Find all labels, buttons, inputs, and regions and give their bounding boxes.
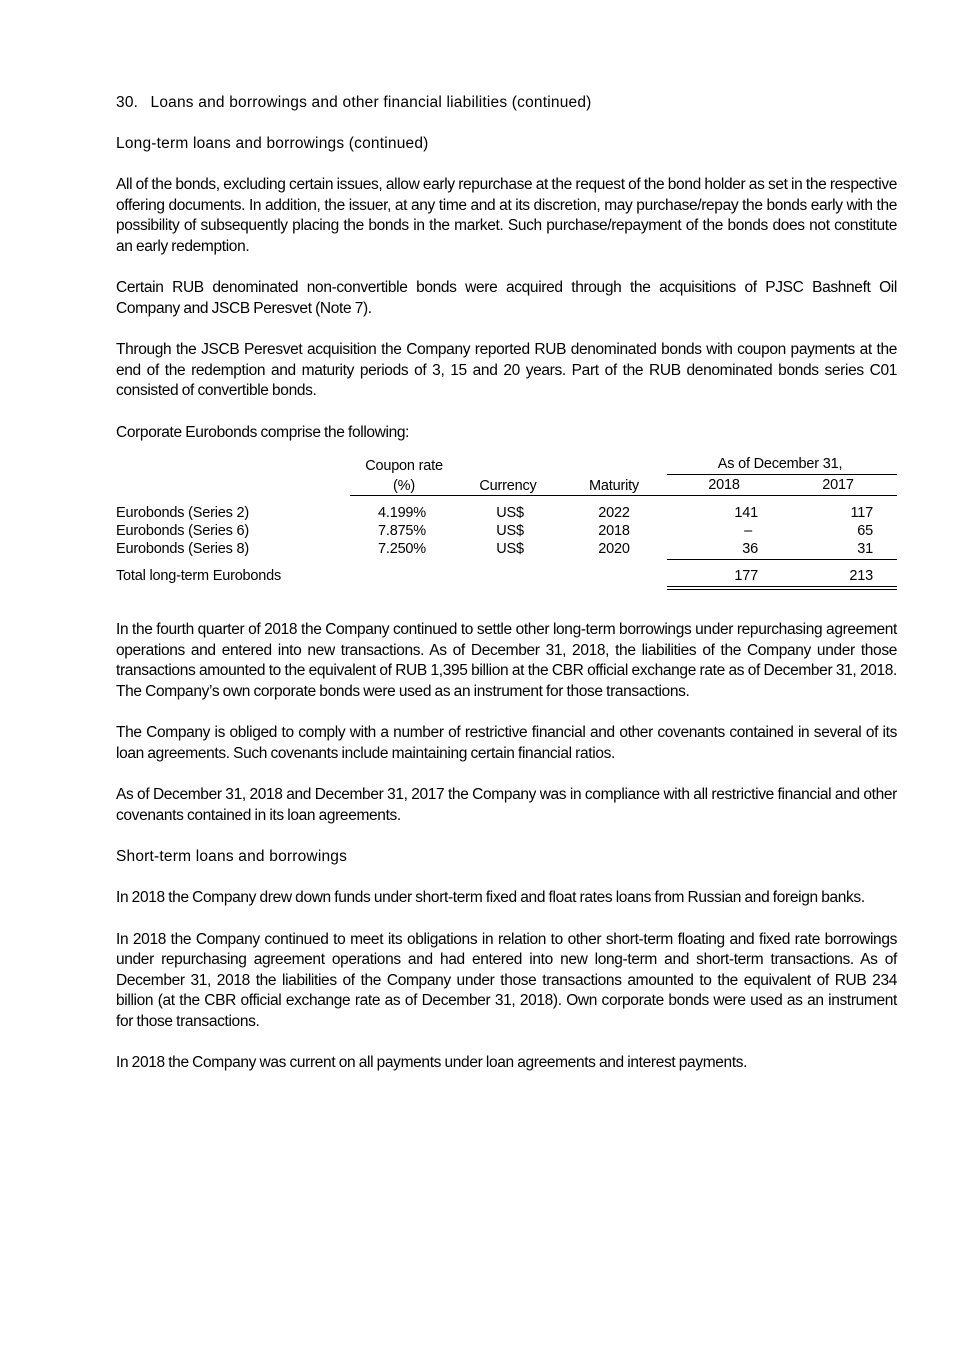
paragraph-acquired-bonds: Certain RUB denominated non-convertible bonds were acquired through the acquisitions of PJSC Bashneft Oil Company and JSCB Peresvet (Note 7). [116, 279, 897, 317]
total-label: Total long-term Eurobonds [116, 568, 282, 584]
paragraph-compliance: As of December 31, 2018 and December 31, 2017 the Company was in compliance with all restrictive financial and other covenants contained in its loan agreements. [116, 786, 897, 824]
header-as-of: As of December 31, [717, 456, 843, 472]
total-double-rule-bottom [667, 589, 897, 590]
header-year-2017: 2017 [822, 477, 854, 493]
paragraph-short-term-loans: In 2018 the Company drew down funds under short-term fixed and float rates loans from Russian and foreign banks. [116, 889, 865, 906]
row-currency: US$ [496, 505, 524, 521]
paragraph-covenants: The Company is obliged to comply with a number of restrictive financial and other covenants contained in several of its loan agreements. Such covenants include maintaining certain financial ratios. [116, 724, 897, 762]
header-rule [350, 495, 897, 496]
row-value-2018: – [744, 523, 752, 539]
subsection-heading-long-term: Long-term loans and borrowings (continued) [116, 135, 429, 152]
header-coupon-percent: (%) [393, 478, 415, 494]
header-rule-as-of [667, 474, 897, 475]
row-name: Eurobonds (Series 2) [116, 505, 250, 521]
paragraph-eurobonds-intro: Corporate Eurobonds comprise the following: [116, 423, 410, 441]
subsection-heading-short-term: Short-term loans and borrowings [116, 848, 348, 865]
row-coupon: 7.250% [378, 541, 426, 557]
paragraph-payments-current: In 2018 the Company was current on all payments under loan agreements and interest payments. [116, 1054, 748, 1071]
row-coupon: 4.199% [378, 505, 426, 521]
row-value-2018: 141 [734, 505, 758, 521]
row-name: Eurobonds (Series 6) [116, 523, 250, 539]
total-value-2017: 213 [849, 568, 873, 584]
row-name: Eurobonds (Series 8) [116, 541, 250, 557]
header-coupon-rate: Coupon rate [365, 458, 443, 474]
header-maturity: Maturity [589, 478, 639, 494]
header-currency: Currency [479, 478, 537, 494]
row-currency: US$ [496, 541, 524, 557]
section-heading [116, 93, 897, 113]
row-value-2018: 36 [742, 541, 758, 557]
document-page [116, 93, 897, 1074]
section-number: 30. [116, 94, 139, 111]
paragraph-early-repurchase: All of the bonds, excluding certain issues, allow early repurchase at the request of the bond holder as set in the respective offering documents. In addition, the issuer, at any time and at its discretion, may purchase/repay the bonds early with the possibility of subsequently placing the bonds in the market. Such purchase/repayment of the bonds does not constitute an early redemption. [116, 176, 897, 255]
row-value-2017: 117 [850, 505, 873, 521]
section-title: Loans and borrowings and other financial liabilities (continued) [150, 94, 592, 111]
row-maturity: 2018 [598, 523, 630, 539]
row-value-2017: 65 [857, 523, 873, 539]
paragraph-peresvet-bonds: Through the JSCB Peresvet acquisition the Company reported RUB denominated bonds with coupon payments at the end of the redemption and maturity periods of 3, 15 and 20 years. Part of the RUB denominated bonds series C01 consisted of convertible bonds. [116, 341, 897, 399]
row-maturity: 2022 [598, 505, 630, 521]
eurobonds-table [116, 457, 897, 605]
paragraph-repo-short-term: In 2018 the Company continued to meet its obligations in relation to other short-term floating and fixed rate borrowings under repurchasing agreement operations and had entered into new long-term and short-term transactions. As of December 31, 2018 the liabilities of the Company under those transactions amounted to the equivalent of RUB 234 billion (at the CBR official exchange rate as of December 31, 2018). Own corporate bonds were used as an instrument for those transactions. [116, 930, 897, 1030]
total-value-2018: 177 [734, 568, 758, 584]
row-value-2017: 31 [857, 541, 873, 557]
header-year-2018: 2018 [708, 477, 740, 493]
subtotal-rule [667, 559, 897, 560]
row-maturity: 2020 [598, 541, 630, 557]
row-currency: US$ [496, 523, 524, 539]
paragraph-repo-long-term: In the fourth quarter of 2018 the Company continued to settle other long-term borrowings under repurchasing agreement operations and entered into new transactions. As of December 31, 2018, the liabilities of the Company under those transactions amounted to the equivalent of RUB 1,395 billion at the CBR official exchange rate as of December 31, 2018. The Company’s own corporate bonds were used as an instrument for those transactions. [116, 621, 897, 700]
row-coupon: 7.875% [378, 523, 426, 539]
total-double-rule-top [667, 586, 897, 587]
